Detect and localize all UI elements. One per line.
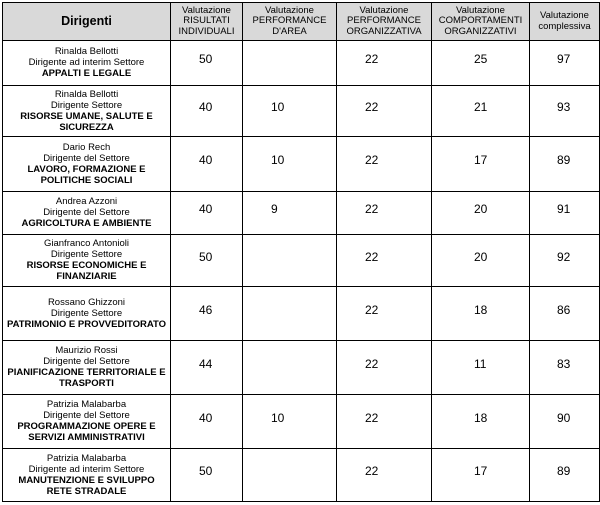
settore-name: APPALTI E LEGALE: [41, 68, 132, 79]
risultati-individuali-cell: 44: [171, 341, 243, 395]
settore-name: LAVORO, FORMAZIONE E POLITICHE SOCIALI: [27, 163, 146, 186]
valutazione-complessiva-cell: 92: [530, 235, 600, 287]
settore-name: RISORSE UMANE, SALUTE E SICUREZZA: [20, 110, 153, 133]
performance-area-cell: [243, 341, 337, 395]
settore-name: MANUTENZIONE E SVILUPPO RETE STRADALE: [18, 474, 155, 497]
valutazione-complessiva-cell: 90: [530, 395, 600, 449]
dirigente-name: Patrizia Malabarba: [46, 399, 127, 410]
dirigente-name: Maurizio Rossi: [55, 345, 118, 356]
header-line: Valutazione: [359, 4, 409, 16]
risultati-individuali-cell: 50: [171, 41, 243, 86]
valutazione-dirigenti-table: [2, 2, 600, 502]
risultati-individuali-cell: 40: [171, 137, 243, 192]
table-row: [3, 192, 600, 235]
valutazione-complessiva-cell: 93: [530, 86, 600, 137]
dirigente-cell: [3, 192, 171, 235]
header-line: RISULTATI: [183, 15, 230, 27]
header-line: Valutazione: [265, 4, 314, 16]
table-row: [3, 287, 600, 341]
header-line: complessiva: [538, 20, 591, 32]
header-line: ORGANIZZATIVA: [346, 25, 422, 37]
header-performance-organizzativa: [337, 3, 432, 41]
performance-area-cell: [243, 235, 337, 287]
valutazione-complessiva-cell: 86: [530, 287, 600, 341]
table-row: [3, 41, 600, 86]
dirigente-name: Rinalda Bellotti: [54, 46, 119, 57]
comportamenti-organizzativi-cell: 20: [432, 192, 530, 235]
performance-area-cell: 10: [243, 86, 337, 137]
dirigente-name: Gianfranco Antonioli: [43, 238, 130, 249]
comportamenti-organizzativi-cell: 20: [432, 235, 530, 287]
table-row: [3, 341, 600, 395]
header-line: Valutazione: [540, 10, 589, 21]
dirigente-role: Dirigente del Settore: [43, 410, 130, 421]
header-row: [3, 3, 600, 41]
comportamenti-organizzativi-cell: 17: [432, 137, 530, 192]
dirigente-role: Dirigente del Settore: [43, 356, 130, 367]
valutazione-complessiva-cell: 89: [530, 137, 600, 192]
settore-name: AGRICOLTURA E AMBIENTE: [21, 218, 152, 229]
dirigente-cell: [3, 86, 171, 137]
dirigente-role: Dirigente Settore: [50, 249, 123, 260]
comportamenti-organizzativi-cell: 11: [432, 341, 530, 395]
valutazione-complessiva-cell: 91: [530, 192, 600, 235]
performance-organizzativa-cell: 22: [337, 341, 432, 395]
dirigente-name: Dario Rech: [62, 141, 111, 153]
risultati-individuali-cell: 46: [171, 287, 243, 341]
performance-area-cell: 10: [243, 137, 337, 192]
header-line: D'AREA: [272, 25, 307, 37]
performance-organizzativa-cell: 22: [337, 287, 432, 341]
dirigente-role: Dirigente Settore: [50, 307, 123, 319]
header-performance-area: [243, 3, 337, 41]
risultati-individuali-cell: 50: [171, 235, 243, 287]
valutazione-complessiva-cell: 89: [530, 449, 600, 502]
settore-name: PATRIMONIO E PROVVEDITORATO: [6, 318, 167, 330]
valutazione-complessiva-cell: 97: [530, 41, 600, 86]
performance-organizzativa-cell: 22: [337, 192, 432, 235]
header-line: PERFORMANCE: [252, 15, 327, 27]
header-line: COMPORTAMENTI: [438, 15, 523, 27]
table-row: [3, 86, 600, 137]
performance-area-cell: 10: [243, 395, 337, 449]
dirigente-cell: [3, 137, 171, 192]
dirigente-cell: [3, 235, 171, 287]
dirigente-role: Dirigente del Settore: [43, 207, 130, 218]
dirigente-name: Rossano Ghizzoni: [47, 296, 126, 308]
comportamenti-organizzativi-cell: 25: [432, 41, 530, 86]
comportamenti-organizzativi-cell: 21: [432, 86, 530, 137]
header-line: INDIVIDUALI: [178, 25, 235, 37]
dirigente-name: Patrizia Malabarba: [46, 452, 127, 464]
dirigente-cell: [3, 341, 171, 395]
valutazione-complessiva-cell: 83: [530, 341, 600, 395]
risultati-individuali-cell: 40: [171, 192, 243, 235]
comportamenti-organizzativi-cell: 17: [432, 449, 530, 502]
settore-name: RISORSE ECONOMICHE E FINANZIARIE: [26, 260, 147, 282]
performance-organizzativa-cell: 22: [337, 235, 432, 287]
dirigente-role: Dirigente ad interim Settore: [28, 57, 145, 68]
settore-name: PIANIFICAZIONE TERRITORIALE E TRASPORTI: [7, 367, 166, 389]
table-row: [3, 449, 600, 502]
comportamenti-organizzativi-cell: 18: [432, 395, 530, 449]
dirigente-name: Andrea Azzoni: [55, 196, 118, 207]
header-dirigenti: Dirigenti: [3, 3, 171, 41]
performance-organizzativa-cell: 22: [337, 449, 432, 502]
performance-organizzativa-cell: 22: [337, 137, 432, 192]
dirigente-cell: [3, 287, 171, 341]
dirigente-cell: [3, 449, 171, 502]
dirigente-role: Dirigente ad interim Settore: [28, 463, 145, 475]
risultati-individuali-cell: 40: [171, 86, 243, 137]
header-line: Valutazione: [456, 4, 505, 16]
performance-area-cell: [243, 41, 337, 86]
dirigente-cell: [3, 41, 171, 86]
settore-name: PROGRAMMAZIONE OPERE E SERVIZI AMMINISTRATIVI: [17, 421, 156, 443]
performance-organizzativa-cell: 22: [337, 395, 432, 449]
header-valutazione-complessiva: [530, 3, 600, 41]
dirigente-name: Rinalda Bellotti: [54, 88, 119, 100]
performance-area-cell: [243, 449, 337, 502]
table-row: [3, 395, 600, 449]
header-comportamenti-organizzativi: [432, 3, 530, 41]
table-row: [3, 235, 600, 287]
performance-organizzativa-cell: 22: [337, 41, 432, 86]
header-line: PERFORMANCE: [347, 15, 421, 27]
dirigente-role: Dirigente del Settore: [43, 152, 130, 164]
dirigente-cell: [3, 395, 171, 449]
header-line: ORGANIZZATIVI: [444, 25, 517, 37]
dirigente-role: Dirigente Settore: [50, 99, 123, 111]
comportamenti-organizzativi-cell: 18: [432, 287, 530, 341]
header-line: Valutazione: [182, 4, 231, 16]
performance-area-cell: 9: [243, 192, 337, 235]
performance-organizzativa-cell: 22: [337, 86, 432, 137]
table-row: [3, 137, 600, 192]
header-risultati-individuali: [171, 3, 243, 41]
performance-area-cell: [243, 287, 337, 341]
risultati-individuali-cell: 50: [171, 449, 243, 502]
risultati-individuali-cell: 40: [171, 395, 243, 449]
